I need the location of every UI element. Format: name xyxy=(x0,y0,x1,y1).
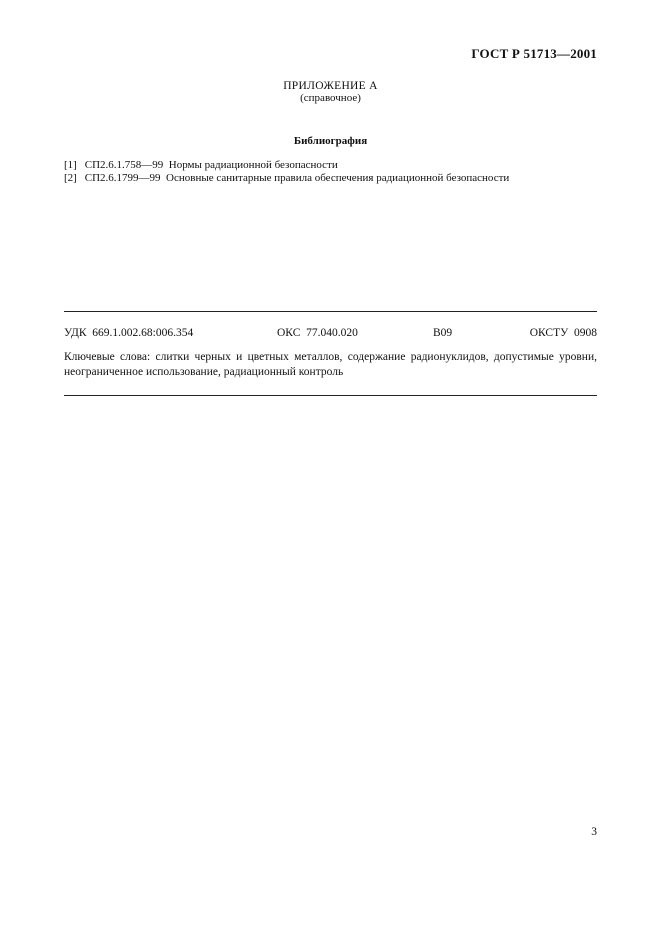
udk-code: УДК 669.1.002.68:006.354 xyxy=(64,327,194,339)
classification-row xyxy=(64,327,597,343)
annex-title: ПРИЛОЖЕНИЕ А xyxy=(283,80,378,92)
top-divider xyxy=(64,311,597,312)
bibliography-item-number: [1] xyxy=(64,159,77,171)
document-code: ГОСТ Р 51713—2001 xyxy=(471,46,597,61)
keywords-text: Ключевые слова: слитки черных и цветных металлов, содержание радионуклидов, допустимые уровни, неограниченное использование, радиационный контроль xyxy=(64,351,597,378)
okstu-code: ОКСТУ 0908 xyxy=(529,327,597,339)
bibliography-item-text: СП2.6.1799—99 Основные санитарные правила обеспечения радиационной безопасности xyxy=(84,172,510,184)
annex-subtitle: (справочное) xyxy=(300,92,361,104)
page-number: 3 xyxy=(591,826,597,838)
bibliography-item xyxy=(64,159,338,171)
bibliography-item-text: СП2.6.1.758—99 Нормы радиационной безопасности xyxy=(84,159,338,171)
group-code: В09 xyxy=(433,327,453,339)
oks-code: ОКС 77.040.020 xyxy=(277,327,358,339)
bibliography-item xyxy=(64,172,509,184)
bibliography-item-number: [2] xyxy=(64,172,77,184)
bibliography-title: Библиография xyxy=(293,135,368,147)
bottom-divider xyxy=(64,395,597,396)
